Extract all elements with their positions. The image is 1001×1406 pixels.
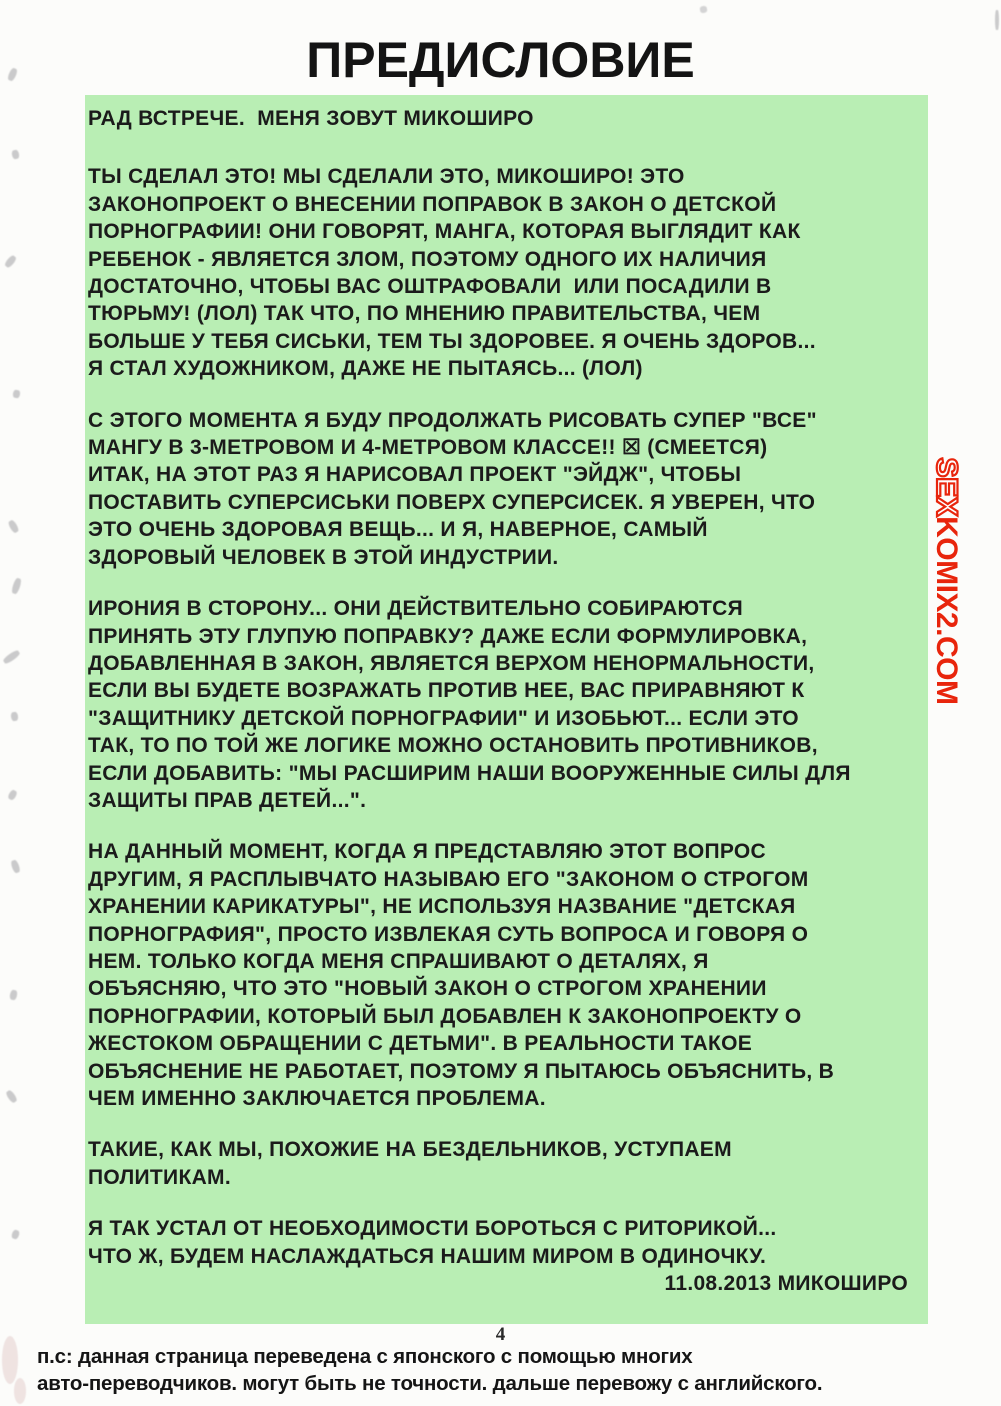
text-line: С ЭТОГО МОМЕНТА Я БУДУ ПРОДОЛЖАТЬ РИСОВАТЬ СУПЕР "ВСЕ" xyxy=(88,408,817,432)
paragraph xyxy=(88,1136,920,1191)
scan-artifact xyxy=(4,254,18,268)
text-line: БОЛЬШЕ У ТЕБЯ СИСЬКИ, ТЕМ ТЫ ЗДОРОВЕЕ. Я ОЧЕНЬ ЗДОРОВ... xyxy=(88,329,816,353)
text-line: ДРУГИМ, Я РАСПЛЫВЧАТО НАЗЫВАЮ ЕГО "ЗАКОНОМ О СТРОГОМ xyxy=(88,867,809,891)
text-line: ПОЛИТИКАМ. xyxy=(88,1165,231,1189)
text-line: ПОРНОГРАФИИ, КОТОРЫЙ БЫЛ ДОБАВЛЕН К ЗАКОНОПРОЕКТУ О xyxy=(88,1004,802,1028)
scan-artifact xyxy=(7,519,20,534)
text-line: ИТАК, НА ЭТОТ РАЗ Я НАРИСОВАЛ ПРОЕКТ "ЭЙДЖ", ЧТОБЫ xyxy=(88,463,742,487)
text-line: ПОРНОГРАФИЯ", ПРОСТО ИЗВЛЕКАЯ СУТЬ ВОПРОСА И ГОВОРЯ О xyxy=(88,922,809,946)
watermark-outline-text: SEX xyxy=(930,457,963,517)
text-line: ОБЪЯСНЕНИЕ НЕ РАБОТАЕТ, ПОЭТОМУ Я ПЫТАЮСЬ ОБЪЯСНИТЬ, В xyxy=(88,1059,835,1083)
text-line: ТЮРЬМУ! (ЛОЛ) ТАК ЧТО, ПО МНЕНИЮ ПРАВИТЕЛЬСТВА, ЧЕМ xyxy=(88,302,761,326)
watermark-solid-text: KOMIX2.COM xyxy=(930,516,963,705)
text-line: ДОСТАТОЧНО, ЧТОБЫ ВАС ОШТРАФОВАЛИ ИЛИ ПОСАДИЛИ В xyxy=(88,275,772,299)
scan-artifact xyxy=(10,712,18,722)
text-line: ПРИНЯТЬ ЭТУ ГЛУПУЮ ПОПРАВКУ? ДАЖЕ ЕСЛИ ФОРМУЛИРОВКА, xyxy=(88,624,808,648)
text-line: ЗАЩИТЫ ПРАВ ДЕТЕЙ...". xyxy=(88,788,367,812)
scan-artifact xyxy=(995,10,999,30)
scan-artifact xyxy=(11,1229,21,1240)
scan-artifact xyxy=(11,577,23,594)
scan-artifact xyxy=(5,1089,18,1104)
text-line: РЕБЕНОК - ЯВЛЯЕТСЯ ЗЛОМ, ПОЭТОМУ ОДНОГО ИХ НАЛИЧИЯ xyxy=(88,247,767,271)
text-line: ТАК, ТО ПО ТОЙ ЖЕ ЛОГИКЕ МОЖНО ОСТАНОВИТЬ ПРОТИВНИКОВ, xyxy=(88,734,818,758)
text-line: ЗДОРОВЫЙ ЧЕЛОВЕК В ЭТОЙ ИНДУСТРИИ. xyxy=(88,545,559,569)
text-line: ЧЕМ ИМЕННО ЗАКЛЮЧАЕТСЯ ПРОБЛЕМА. xyxy=(88,1087,546,1110)
text-line: ДОБАВЛЕННАЯ В ЗАКОН, ЯВЛЯЕТСЯ ВЕРХОМ НЕНОРМАЛЬНОСТИ, xyxy=(88,651,815,675)
paragraph xyxy=(88,1215,920,1270)
text-line: ЕСЛИ ВЫ БУДЕТЕ ВОЗРАЖАТЬ ПРОТИВ НЕЕ, ВАС ПРИРАВНЯЮТ К xyxy=(88,679,805,703)
text-line: МАНГУ В 3-МЕТРОВОМ И 4-МЕТРОВОМ КЛАССЕ!! ☒ (СМЕЕТСЯ) xyxy=(88,436,768,460)
text-line: Я СТАЛ ХУДОЖНИКОМ, ДАЖЕ НЕ ПЫТАЯСЬ... (ЛОЛ) xyxy=(88,357,643,381)
text-line: ЧТО Ж, БУДЕМ НАСЛАЖДАТЬСЯ НАШИМ МИРОМ В ОДИНОЧКУ. xyxy=(88,1244,767,1268)
text-line: Я ТАК УСТАЛ ОТ НЕОБХОДИМОСТИ БОРОТЬСЯ С РИТОРИКОЙ... xyxy=(88,1217,777,1241)
text-line: ХРАНЕНИИ КАРИКАТУРЫ", НЕ ИСПОЛЬЗУЯ НАЗВАНИЕ "ДЕТСКАЯ xyxy=(88,895,796,919)
paragraph xyxy=(88,105,920,132)
text-line: ИРОНИЯ В СТОРОНУ... ОНИ ДЕЙСТВИТЕЛЬНО СОБИРАЮТСЯ xyxy=(88,597,743,621)
text-line: ЭТО ОЧЕНЬ ЗДОРОВАЯ ВЕЩЬ... И Я, НАВЕРНОЕ, САМЫЙ xyxy=(88,518,708,542)
text-line: ТАКИЕ, КАК МЫ, ПОХОЖИЕ НА БЕЗДЕЛЬНИКОВ, УСТУПАЕМ xyxy=(88,1138,732,1162)
signature-line: 11.08.2013 МИКОШИРО xyxy=(664,1272,908,1296)
text-line: ТЫ СДЕЛАЛ ЭТО! МЫ СДЕЛАЛИ ЭТО, МИКОШИРО! ЭТО xyxy=(88,165,685,189)
text-line: ПОРНОГРАФИИ! ОНИ ГОВОРЯТ, МАНГА, КОТОРАЯ ВЫГЛЯДИТ КАК xyxy=(88,220,801,244)
text-line: ОБЪЯСНЯЮ, ЧТО ЭТО "НОВЫЙ ЗАКОН О СТРОГОМ ХРАНЕНИИ xyxy=(88,977,767,1001)
text-line: РАД ВСТРЕЧЕ. МЕНЯ ЗОВУТ МИКОШИРО xyxy=(88,107,534,130)
scan-artifact xyxy=(699,5,707,13)
scan-artifact xyxy=(2,649,21,665)
preface-body xyxy=(88,105,920,1270)
page-number: 4 xyxy=(495,1324,506,1345)
text-line: "ЗАЩИТНИКУ ДЕТСКОЙ ПОРНОГРАФИИ" И ИЗОБЬЮТ... ЕСЛИ ЭТО xyxy=(88,706,799,730)
paragraph xyxy=(88,838,920,1112)
scan-artifact xyxy=(9,989,18,1000)
text-line: ПОСТАВИТЬ СУПЕРСИСЬКИ ПОВЕРХ СУПЕРСИСЕК. Я УВЕРЕН, ЧТО xyxy=(88,490,816,514)
paragraph xyxy=(88,163,920,382)
scan-artifact xyxy=(11,149,20,159)
watermark xyxy=(929,458,963,705)
ps-note-line: авто-переводчиков. могут быть не точности. дальше перевожу с английского. xyxy=(37,1371,823,1395)
scan-artifact xyxy=(14,1378,26,1404)
text-line: ЗАКОНОПРОЕКТ О ВНЕСЕНИИ ПОПРАВОК В ЗАКОН О ДЕТСКОЙ xyxy=(88,192,777,216)
page-title: ПРЕДИСЛОВИЕ xyxy=(306,32,695,88)
paragraph xyxy=(88,595,920,814)
scan-artifact xyxy=(7,789,18,801)
preface-panel xyxy=(85,95,928,1324)
text-line: ЕСЛИ ДОБАВИТЬ: "МЫ РАСШИРИМ НАШИ ВООРУЖЕННЫЕ СИЛЫ ДЛЯ xyxy=(88,761,851,785)
paragraph xyxy=(88,407,920,571)
text-line: НЕМ. ТОЛЬКО КОГДА МЕНЯ СПРАШИВАЮТ О ДЕТАЛЯХ, Я xyxy=(88,949,709,973)
ps-note-line: п.с: данная страница переведена с японского с помощью многих xyxy=(37,1345,693,1368)
scan-artifact xyxy=(12,389,20,398)
text-line: НА ДАННЫЙ МОМЕНТ, КОГДА Я ПРЕДСТАВЛЯЮ ЭТОТ ВОПРОС xyxy=(88,840,767,864)
ps-note xyxy=(37,1344,967,1397)
scan-artifact xyxy=(10,859,21,874)
text-line: ЖЕСТОКОМ ОБРАЩЕНИИ С ДЕТЬМИ". В РЕАЛЬНОСТИ ТАКОЕ xyxy=(88,1032,753,1056)
